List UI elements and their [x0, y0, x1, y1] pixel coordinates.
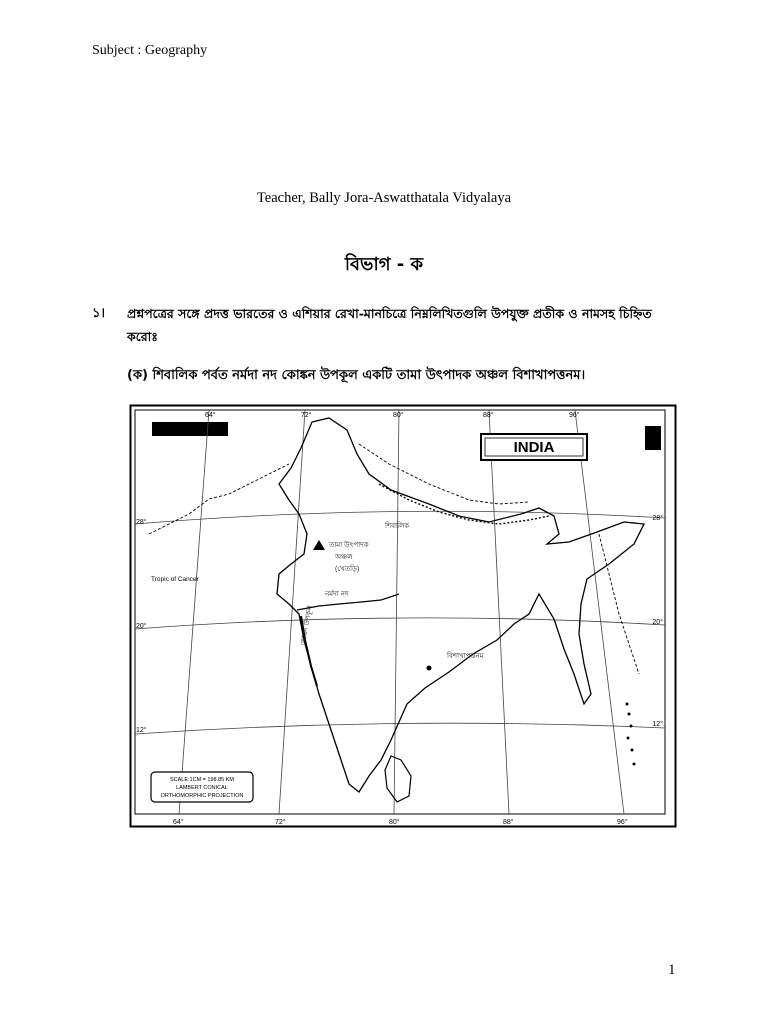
tropic-of-cancer-label: Tropic of Cancer [151, 576, 199, 583]
annotation-copper-place: (খেতড়ি) [335, 566, 360, 573]
annotation-copper: তামা উৎপাদক [329, 542, 369, 549]
scale-line: LAMBERT CONICAL [176, 785, 228, 791]
scale-line: SCALE:1CM = 198.85 KM [169, 777, 235, 783]
annotation-copper-region: অঞ্চল [335, 554, 353, 561]
top-longitude-label: 96° [569, 412, 580, 419]
page-number: 1 [668, 962, 676, 978]
annotation-shivalik: শিবালিক [385, 523, 410, 530]
left-latitude-label: 12° [136, 727, 147, 734]
question-text: প্রশ্নপত্রের সঙ্গে প্রদত্ত ভারতের ও এশিয়ার রেখা-মানচিত্রে নিম্নলিখিতগুলি উপযুক্ত প্রতীক ও নামসহ চিহ্নিত করোঃ [127, 306, 652, 344]
redaction-block-left [152, 422, 228, 436]
right-latitude-label: 12° [652, 721, 663, 728]
top-longitude-label: 72° [301, 412, 312, 419]
annotation-vizag: বিশাখাপত্তনম [447, 653, 484, 660]
bottom-longitude-label: 80° [389, 819, 400, 826]
annotation-konkan: কোঙ্কন উপকূল [300, 605, 315, 647]
question-number: ১। [92, 306, 106, 321]
right-latitude-label: 20° [652, 619, 663, 626]
question-sub-item: (ক) শিবালিক পর্বত নর্মদা নদ কোঙ্কন উপকূল একটি তামা উৎপাদক অঞ্চল বিশাখাপত্তনম। [127, 368, 586, 383]
subject-header: Subject : Geography [92, 43, 208, 58]
top-longitude-label: 64° [205, 412, 216, 419]
map-title: INDIA [513, 439, 555, 456]
left-latitude-label: 20° [136, 623, 147, 630]
top-longitude-label: 88° [483, 412, 494, 419]
left-latitude-label: 28° [136, 519, 147, 526]
bottom-longitude-label: 72° [275, 819, 286, 826]
scale-line: ORTHOMORPHIC PROJECTION [160, 793, 244, 799]
bottom-longitude-label: 96° [617, 819, 628, 826]
bottom-longitude-label: 64° [173, 819, 184, 826]
annotation-narmada: নর্মদা নদ [325, 591, 349, 598]
section-title: বিভাগ - ক [344, 254, 424, 275]
teacher-line: Teacher, Bally Jora-Aswatthatala Vidyalaya [256, 190, 512, 206]
visakhapatnam-point [427, 666, 432, 671]
bottom-longitude-label: 88° [503, 819, 514, 826]
right-latitude-label: 28° [652, 515, 663, 522]
top-longitude-label: 80° [393, 412, 404, 419]
redaction-block-right [645, 426, 661, 450]
india-outline-map [129, 404, 677, 828]
